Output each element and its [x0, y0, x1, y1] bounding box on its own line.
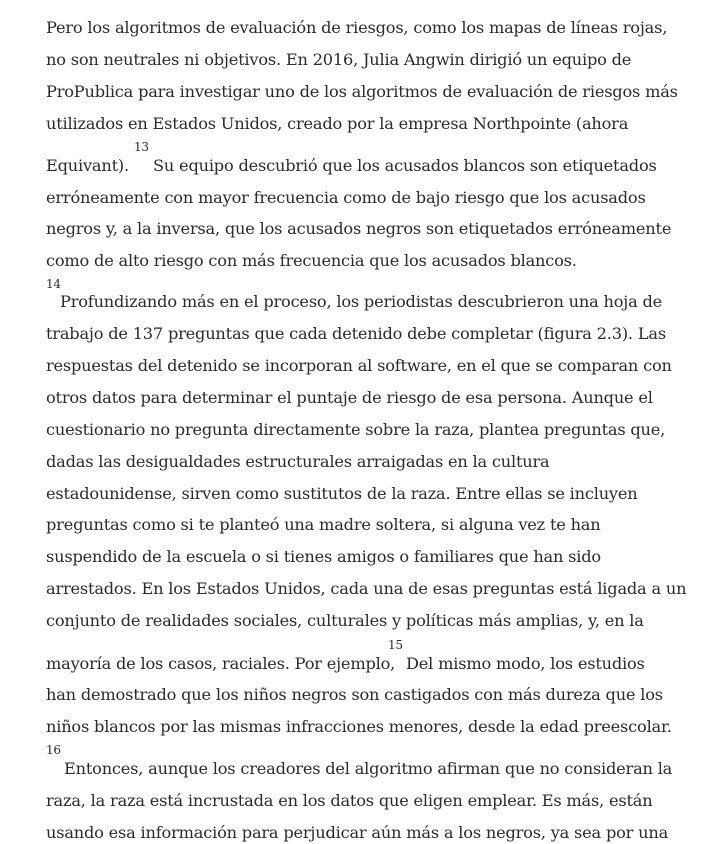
text-line: arrestados. En los Estados Unidos, cada una de esas preguntas está ligada a un [46, 579, 687, 598]
text-line: ProPublica para investigar uno de los algoritmos de evaluación de riesgos más [46, 82, 678, 101]
text-line: raza, la raza está incrustada en los datos que eligen emplear. Es más, están [46, 791, 653, 810]
text-line: preguntas como si te planteó una madre soltera, si alguna vez te han [46, 515, 601, 534]
text-line: erróneamente con mayor frecuencia como de bajo riesgo que los acusados [46, 188, 646, 207]
text-line: conjunto de realidades sociales, culturales y políticas más amplias, y, en la [46, 611, 644, 630]
text-line: Equivant). [46, 156, 129, 175]
text-line: no son neutrales ni objetivos. En 2016, Julia Angwin dirigió un equipo de [46, 50, 632, 69]
footnote-marker: 13 [134, 140, 149, 154]
text-line: utilizados en Estados Unidos, creado por la empresa Northpointe (ahora [46, 114, 629, 133]
text-line: Su equipo descubrió que los acusados blancos son etiquetados [153, 156, 657, 175]
text-line: negros y, a la inversa, que los acusados negros son etiquetados erróneamente [46, 219, 672, 238]
text-line: Del mismo modo, los estudios [406, 654, 645, 673]
text-line: mayoría de los casos, raciales. Por ejemplo, [46, 654, 396, 673]
text-line: usando esa información para perjudicar aún más a los negros, ya sea por una [46, 823, 669, 842]
text-line: trabajo de 137 preguntas que cada detenido debe completar (figura 2.3). Las [46, 324, 666, 343]
text-line: otros datos para determinar el puntaje de riesgo de esa persona. Aunque el [46, 388, 653, 407]
text-line: como de alto riesgo con más frecuencia que los acusados blancos. [46, 251, 577, 270]
text-line: estadounidense, sirven como sustitutos de la raza. Entre ellas se incluyen [46, 484, 638, 503]
text-line: cuestionario no pregunta directamente sobre la raza, plantea preguntas que, [46, 420, 666, 439]
footnote-marker: 15 [388, 638, 403, 652]
text-line: Entonces, aunque los creadores del algoritmo afirman que no consideran la [64, 759, 673, 778]
text-line: niños blancos por las mismas infracciones menores, desde la edad preescolar. [46, 717, 672, 736]
text-line: suspendido de la escuela o si tienes amigos o familiares que han sido [46, 547, 601, 566]
text-line: dadas las desigualdades estructurales arraigadas en la cultura [46, 452, 550, 471]
text-line: han demostrado que los niños negros son castigados con más dureza que los [46, 685, 663, 704]
footnote-marker: 16 [46, 743, 61, 757]
footnote-marker: 14 [46, 277, 61, 291]
text-line: respuestas del detenido se incorporan al software, en el que se comparan con [46, 356, 672, 375]
text-line: Pero los algoritmos de evaluación de riesgos, como los mapas de líneas rojas, [46, 18, 668, 37]
text-line: Profundizando más en el proceso, los periodistas descubrieron una hoja de [60, 292, 663, 311]
